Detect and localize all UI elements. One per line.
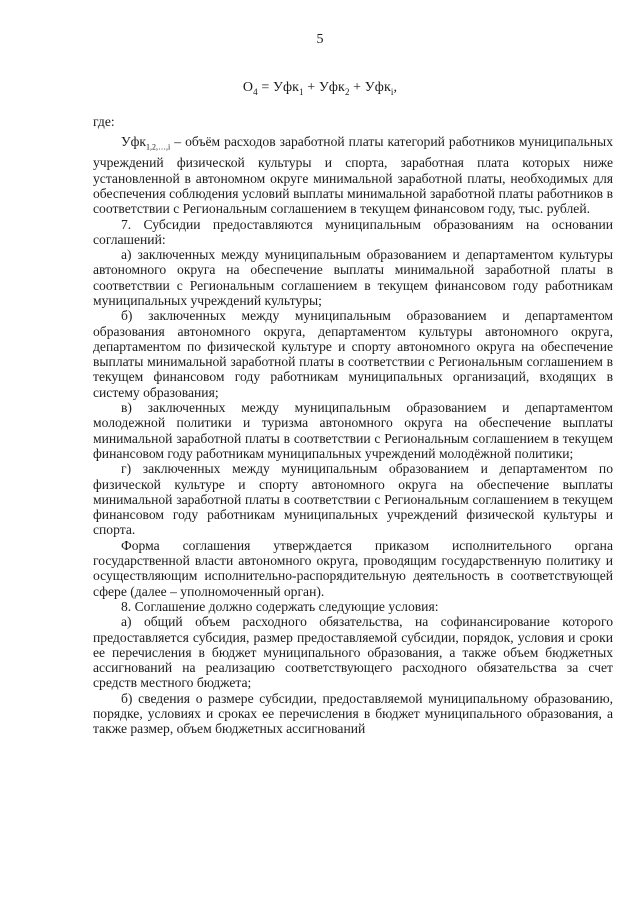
formula-plus-2: + (349, 80, 365, 95)
paragraph-7b: б) заключенных между муниципальным образованием и департаментом образования автономного округа, департаментом культуры автономного округа, департаментом по физической культуре и спорту автономного округа на обеспечение выплаты минимальной заработной платы в соответствии с Региональным соглашением в текущем финансовом году работникам муниципальных организаций, входящих в систему образования; (93, 308, 613, 400)
paragraph-7a: а) заключенных между муниципальным образованием и департаментом культуры автономного округа на обеспечение выплаты минимальной заработной платы в соответствии с Региональным соглашением в текущем финансовом году работникам муниципальных учреждений культуры; (93, 247, 613, 308)
body-text (93, 112, 613, 737)
paragraph-8b: б) сведения о размере субсидии, предоставляемой муниципальному образованию, порядке, условиях и сроках ее перечисления в бюджет муниципального образования, а также размер, объем бюджетных ассигнований (93, 690, 613, 737)
paragraph-7g: г) заключенных между муниципальным образованием и департаментом по физической культуре и спорту автономного округа на обеспечение выплаты минимальной заработной платы в соответствии с Региональным соглашением в текущем финансовом году работникам муниципальных учреждений физической культуры и спорта. (93, 461, 613, 538)
formula-lhs: O (242, 80, 254, 95)
paragraph-7v: в) заключенных между муниципальным образованием и департаментом молодежной политики и туризма автономного округа на обеспечение выплаты минимальной заработной платы в соответствии с Региональным соглашением в текущем финансовом году работникам муниципальных учреждений молодёжной политики; (93, 400, 613, 461)
where-label: где: (93, 114, 115, 129)
formula-plus-1: + (303, 80, 319, 95)
page-number: 5 (316, 32, 324, 47)
paragraph-8a: а) общий объем расходного обязательства, на софинансирование которого предоставляется субсидия, размер предоставляемой субсидии, порядок, условия и сроки ее перечисления в бюджет муниципального образования, а также объем бюджетных ассигнований на реализацию соответствующего расходного обязательства за счет средств местного бюджета; (93, 614, 613, 691)
formula-lhs-sub: 4 (253, 86, 258, 97)
definition-symbol: Уфк (121, 134, 147, 150)
paragraph-agreement-form: Форма соглашения утверждается приказом исполнительного органа государственной власти автономного округа, проводящим государственную политику и осуществляющим исполнительно-распорядительную деятельность в соответствующей сфере (далее – уполномоченный орган). (93, 537, 613, 599)
formula-term-1: Уфк (272, 80, 300, 95)
formula-term-2: Уфк (318, 80, 345, 95)
definition-paragraph (93, 134, 613, 216)
formula-eq: = (257, 80, 273, 95)
definition-symbol-sub: 1,2,…,i (146, 143, 171, 153)
paragraph-8: 8. Соглашение должно содержать следующие условия: (121, 598, 439, 614)
formula-term-3-sub: i (390, 86, 394, 97)
formula-term-1-sub: 1 (299, 86, 304, 97)
formula (0, 80, 640, 97)
definition-text: – объём расходов заработной платы категорий работников муниципальных учреждений физической культуры и спорта, заработная плата которых ниже установленной в автономном округе минимальной заработной платы, необходимых для обеспечения соблюдения условий выплаты минимальной заработной платы работников в соответствии с Региональным соглашением в текущем финансовом году, тыс. рублей. (93, 134, 613, 217)
paragraph-7: 7. Субсидии предоставляются муниципальным образованиям на основании соглашений: (93, 216, 613, 247)
formula-tail: , (393, 80, 398, 95)
formula-term-2-sub: 2 (344, 86, 350, 97)
formula-term-3: Уфк (364, 80, 391, 95)
